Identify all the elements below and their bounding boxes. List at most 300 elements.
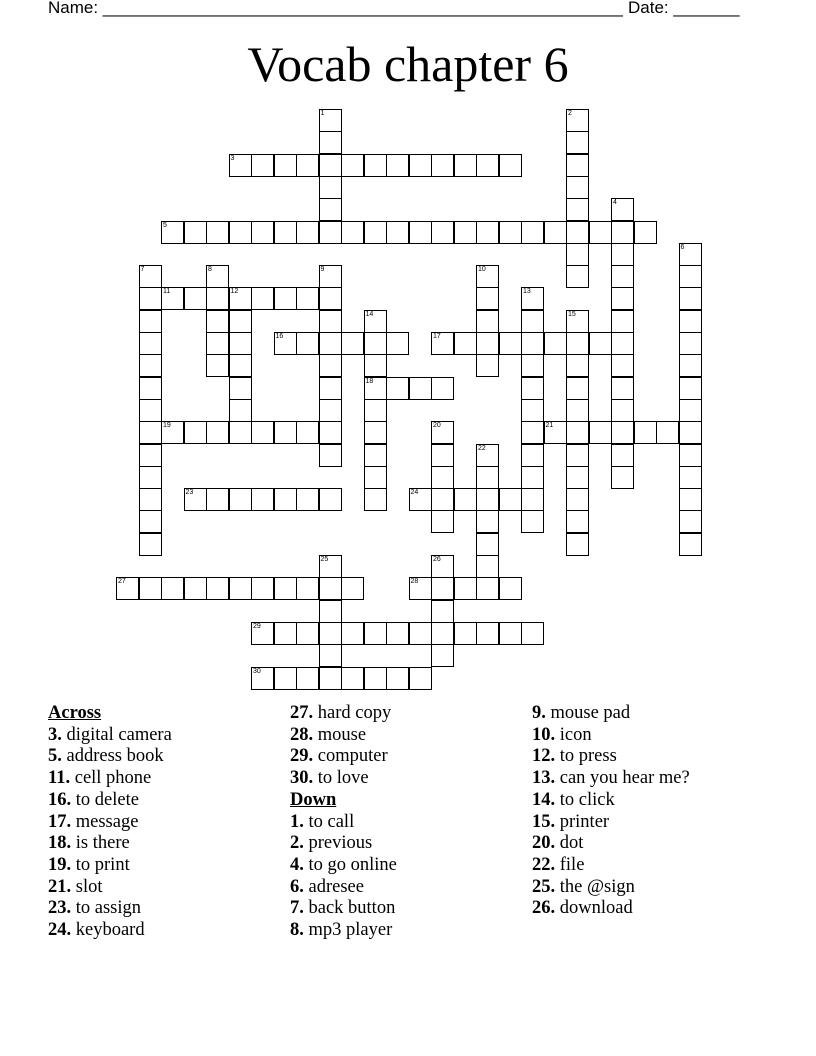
crossword-cell[interactable]	[454, 622, 477, 645]
crossword-cell[interactable]	[274, 221, 297, 244]
crossword-cell[interactable]	[679, 243, 702, 266]
crossword-cell[interactable]	[139, 577, 162, 600]
crossword-cell[interactable]	[139, 287, 162, 310]
crossword-cell[interactable]	[184, 577, 207, 600]
crossword-cell[interactable]	[364, 354, 387, 377]
clue-down-25: 25. the @sign	[532, 876, 635, 897]
crossword-cell[interactable]	[161, 221, 184, 244]
clue-number: 3	[230, 154, 235, 162]
crossword-cell[interactable]	[364, 399, 387, 422]
clue-number: 2	[568, 110, 572, 117]
crossword-cell[interactable]	[521, 444, 544, 467]
crossword-cell[interactable]	[409, 488, 432, 511]
crossword-cell[interactable]	[476, 354, 499, 377]
crossword-cell[interactable]	[206, 421, 229, 444]
clue-number: 26	[433, 556, 441, 563]
crossword-cell[interactable]	[431, 332, 454, 355]
clues-column-1	[48, 703, 172, 942]
crossword-cell[interactable]	[296, 622, 319, 645]
crossword-cell[interactable]	[161, 421, 184, 444]
clues-column-2	[290, 703, 397, 942]
crossword-cell[interactable]	[566, 466, 589, 489]
clue-across-29: 29. computer	[290, 746, 388, 767]
crossword-cell[interactable]	[229, 488, 252, 511]
crossword-cell[interactable]	[431, 510, 454, 533]
clue-number: 7	[140, 266, 145, 274]
crossword-cell[interactable]	[611, 354, 634, 377]
clue-down-20: 20. dot	[532, 833, 584, 854]
clue-down-4: 4. to go online	[290, 854, 397, 875]
crossword-cell[interactable]	[476, 444, 499, 467]
crossword-cell[interactable]	[476, 332, 499, 355]
crossword-cell[interactable]	[364, 221, 387, 244]
crossword-cell[interactable]	[364, 466, 387, 489]
crossword-cell[interactable]	[319, 221, 342, 244]
crossword-cell[interactable]	[679, 444, 702, 467]
crossword-cell[interactable]	[566, 377, 589, 400]
crossword-cell[interactable]	[229, 421, 252, 444]
crossword-cell[interactable]	[251, 287, 274, 310]
crossword-cell[interactable]	[341, 622, 364, 645]
crossword-cell[interactable]	[319, 310, 342, 333]
clue-down-7: 7. back button	[290, 898, 396, 919]
clue-number: 15	[568, 310, 576, 318]
crossword-cell[interactable]	[319, 555, 342, 578]
clue-down-6: 6. adresee	[290, 876, 364, 897]
clue-down-8: 8. mp3 player	[290, 920, 393, 941]
clue-number: 19	[163, 422, 171, 430]
crossword-cell[interactable]	[296, 421, 319, 444]
crossword-cell[interactable]	[319, 644, 342, 667]
crossword-cell[interactable]	[319, 377, 342, 400]
crossword-cell[interactable]	[364, 622, 387, 645]
crossword-cell[interactable]	[364, 332, 387, 355]
crossword-cell[interactable]	[566, 154, 589, 177]
crossword-cell[interactable]	[611, 310, 634, 333]
crossword-cell[interactable]	[319, 332, 342, 355]
crossword-cell[interactable]	[206, 577, 229, 600]
crossword-cell[interactable]	[274, 332, 297, 355]
crossword-cell[interactable]	[476, 577, 499, 600]
crossword-cell[interactable]	[319, 354, 342, 377]
crossword-cell[interactable]	[521, 421, 544, 444]
clue-across-18: 18. is there	[48, 833, 130, 854]
crossword-cell[interactable]	[611, 466, 634, 489]
crossword-cell[interactable]	[274, 421, 297, 444]
crossword-cell[interactable]	[274, 577, 297, 600]
clue-across-21: 21. slot	[48, 876, 103, 897]
crossword-cell[interactable]	[499, 622, 522, 645]
crossword-cell[interactable]	[431, 488, 454, 511]
crossword-cell[interactable]	[476, 488, 499, 511]
crossword-cell[interactable]	[409, 221, 432, 244]
crossword-cell[interactable]	[139, 488, 162, 511]
clue-number: 11	[163, 288, 171, 296]
crossword-cell[interactable]	[566, 198, 589, 221]
crossword-cell[interactable]	[319, 109, 342, 132]
crossword-cell[interactable]	[566, 354, 589, 377]
crossword-cell[interactable]	[229, 332, 252, 355]
crossword-cell[interactable]	[611, 198, 634, 221]
crossword-cell[interactable]	[139, 533, 162, 556]
crossword-cell[interactable]	[611, 243, 634, 266]
crossword-cell[interactable]	[679, 510, 702, 533]
crossword-cell[interactable]	[386, 154, 409, 177]
crossword-cell[interactable]	[544, 421, 567, 444]
crossword-cell[interactable]	[296, 287, 319, 310]
crossword-cell[interactable]	[521, 221, 544, 244]
clue-across-3: 3. digital camera	[48, 724, 172, 745]
crossword-cell[interactable]	[566, 131, 589, 154]
crossword-cell[interactable]	[139, 421, 162, 444]
crossword-cell[interactable]	[319, 154, 342, 177]
clue-across-17: 17. message	[48, 811, 139, 832]
crossword-cell[interactable]	[566, 533, 589, 556]
clue-number: 4	[613, 199, 617, 207]
clue-number: 30	[253, 667, 261, 675]
clue-number: 27	[118, 578, 126, 586]
clue-down-9: 9. mouse pad	[532, 703, 631, 723]
clue-number: 20	[433, 422, 441, 430]
crossword-cell[interactable]	[386, 622, 409, 645]
crossword-cell[interactable]	[229, 221, 252, 244]
crossword-cell[interactable]	[476, 310, 499, 333]
crossword-cell[interactable]	[296, 332, 319, 355]
crossword-cell[interactable]	[566, 488, 589, 511]
crossword-cell[interactable]	[409, 577, 432, 600]
crossword-cell[interactable]	[431, 154, 454, 177]
clue-across-24: 24. keyboard	[48, 920, 145, 941]
crossword-cell[interactable]	[521, 622, 544, 645]
crossword-cell[interactable]	[409, 377, 432, 400]
clue-number: 9	[320, 266, 325, 274]
crossword-cell[interactable]	[431, 221, 454, 244]
crossword-cell[interactable]	[251, 221, 274, 244]
crossword-cell[interactable]	[296, 577, 319, 600]
crossword-cell[interactable]	[139, 332, 162, 355]
crossword-cell[interactable]	[499, 221, 522, 244]
crossword-cell[interactable]	[364, 444, 387, 467]
crossword-cell[interactable]	[431, 421, 454, 444]
crossword-cell[interactable]	[251, 154, 274, 177]
crossword-cell[interactable]	[319, 488, 342, 511]
crossword-cell[interactable]	[341, 332, 364, 355]
crossword-cell[interactable]	[319, 667, 342, 690]
crossword-cell[interactable]	[341, 667, 364, 690]
crossword-cell[interactable]	[206, 354, 229, 377]
crossword-cell[interactable]	[184, 287, 207, 310]
crossword-cell[interactable]	[364, 421, 387, 444]
crossword-cell[interactable]	[431, 466, 454, 489]
crossword-cell[interactable]	[679, 332, 702, 355]
clue-number: 23	[185, 489, 194, 497]
clue-across-27: 27. hard copy	[290, 703, 392, 723]
crossword-cell[interactable]	[566, 444, 589, 467]
crossword-cell[interactable]	[476, 466, 499, 489]
crossword-cell[interactable]	[409, 154, 432, 177]
crossword-cell[interactable]	[499, 332, 522, 355]
page-title: Vocab chapter 6	[247, 36, 569, 92]
crossword-cell[interactable]	[184, 488, 207, 511]
name-field[interactable]: Name: _______________________________________________________	[48, 0, 623, 17]
crossword-cell[interactable]	[476, 622, 499, 645]
crossword-cell[interactable]	[206, 287, 229, 310]
clue-across-23: 23. to assign	[48, 898, 142, 919]
crossword-cell[interactable]	[521, 488, 544, 511]
crossword-cell[interactable]	[161, 577, 184, 600]
crossword-cell[interactable]	[229, 377, 252, 400]
crossword-cell[interactable]	[319, 265, 342, 288]
crossword-cell[interactable]	[341, 154, 364, 177]
crossword-cell[interactable]	[206, 488, 229, 511]
clue-number: 8	[208, 266, 212, 274]
crossword-cell[interactable]	[521, 510, 544, 533]
crossword-cell[interactable]	[679, 310, 702, 333]
clue-down-22: 22. file	[532, 854, 585, 875]
crossword-cell[interactable]	[431, 644, 454, 667]
clues-column-3	[532, 703, 690, 920]
crossword-cell[interactable]	[274, 154, 297, 177]
crossword-cell[interactable]	[566, 221, 589, 244]
crossword-cell[interactable]	[319, 444, 342, 467]
crossword-cell[interactable]	[274, 667, 297, 690]
crossword-cell[interactable]	[679, 354, 702, 377]
crossword-cell[interactable]	[229, 399, 252, 422]
clue-number: 13	[523, 288, 531, 296]
crossword-cell[interactable]	[184, 221, 207, 244]
crossword-cell[interactable]	[589, 332, 612, 355]
crossword-cell[interactable]	[634, 221, 657, 244]
crossword-cell[interactable]	[319, 421, 342, 444]
crossword-cell[interactable]	[139, 310, 162, 333]
clue-across-5: 5. address book	[48, 746, 164, 767]
clue-down-13: 13. can you hear me?	[532, 768, 690, 789]
crossword-cell[interactable]	[566, 421, 589, 444]
clue-across-11: 11. cell phone	[48, 768, 152, 789]
crossword-cell[interactable]	[476, 265, 499, 288]
crossword-cell[interactable]	[341, 577, 364, 600]
crossword-cell[interactable]	[184, 421, 207, 444]
clue-number: 28	[410, 578, 419, 586]
crossword-cell[interactable]	[116, 577, 139, 600]
crossword-cell[interactable]	[679, 466, 702, 489]
clue-number: 21	[545, 422, 554, 430]
crossword-cell[interactable]	[319, 287, 342, 310]
crossword-cell[interactable]	[521, 287, 544, 310]
crossword-cell[interactable]	[431, 577, 454, 600]
crossword-cell[interactable]	[229, 287, 252, 310]
clue-across-30: 30. to love	[290, 768, 369, 789]
crossword-cell[interactable]	[679, 265, 702, 288]
crossword-cell[interactable]	[206, 221, 229, 244]
crossword-cell[interactable]	[319, 176, 342, 199]
crossword-cell[interactable]	[139, 265, 162, 288]
crossword-cell[interactable]	[589, 421, 612, 444]
crossword-cell[interactable]	[296, 221, 319, 244]
crossword-cell[interactable]	[521, 399, 544, 422]
crossword-cell[interactable]	[296, 154, 319, 177]
crossword-cell[interactable]	[521, 354, 544, 377]
clue-down-2: 2. previous	[290, 833, 373, 854]
clue-number: 10	[478, 266, 486, 274]
crossword-cell[interactable]	[139, 399, 162, 422]
crossword-cell[interactable]	[139, 510, 162, 533]
crossword-cell[interactable]	[139, 444, 162, 467]
crossword-cell[interactable]	[499, 154, 522, 177]
crossword-cell[interactable]	[566, 510, 589, 533]
crossword-cell[interactable]	[611, 444, 634, 467]
crossword-cell[interactable]	[364, 154, 387, 177]
crossword-cell[interactable]	[319, 131, 342, 154]
crossword-cell[interactable]	[409, 667, 432, 690]
clue-number: 22	[478, 444, 486, 452]
crossword-cell[interactable]	[229, 354, 252, 377]
crossword-cell[interactable]	[454, 577, 477, 600]
clue-number: 29	[253, 622, 261, 630]
crossword-cell[interactable]	[229, 154, 252, 177]
crossword-cell[interactable]	[476, 221, 499, 244]
clue-down-10: 10. icon	[532, 724, 592, 745]
crossword-cell[interactable]	[251, 421, 274, 444]
crossword-cell[interactable]	[139, 354, 162, 377]
crossword-cell[interactable]	[611, 421, 634, 444]
crossword-cell[interactable]	[386, 221, 409, 244]
clue-across-28: 28. mouse	[290, 724, 367, 745]
crossword-cell[interactable]	[679, 488, 702, 511]
crossword-cell[interactable]	[454, 221, 477, 244]
crossword-cell[interactable]	[454, 154, 477, 177]
down-heading: Down	[290, 789, 337, 810]
crossword-cell[interactable]	[431, 444, 454, 467]
clue-down-1: 1. to call	[290, 811, 355, 832]
crossword-cell[interactable]	[521, 466, 544, 489]
crossword-cell[interactable]	[544, 332, 567, 355]
crossword-cell[interactable]	[454, 488, 477, 511]
crossword-cell[interactable]	[679, 533, 702, 556]
clue-down-12: 12. to press	[532, 746, 617, 767]
crossword-cell[interactable]	[611, 377, 634, 400]
crossword-cell[interactable]	[476, 287, 499, 310]
crossword-cell[interactable]	[319, 399, 342, 422]
crossword-cell[interactable]	[679, 399, 702, 422]
crossword-cell[interactable]	[499, 488, 522, 511]
crossword-cell[interactable]	[566, 243, 589, 266]
crossword-cell[interactable]	[476, 555, 499, 578]
clue-number: 18	[365, 377, 374, 385]
across-heading: Across	[48, 703, 102, 723]
crossword-cell[interactable]	[544, 221, 567, 244]
clue-number: 14	[365, 310, 374, 318]
crossword-cell[interactable]	[589, 221, 612, 244]
crossword-cell[interactable]	[431, 622, 454, 645]
crossword-cell[interactable]	[296, 488, 319, 511]
crossword-cell[interactable]	[274, 287, 297, 310]
crossword-cell[interactable]	[319, 622, 342, 645]
crossword-cell[interactable]	[319, 600, 342, 623]
crossword-cell[interactable]	[139, 466, 162, 489]
crossword-cell[interactable]	[206, 332, 229, 355]
crossword-cell[interactable]	[476, 510, 499, 533]
crossword-cell[interactable]	[386, 667, 409, 690]
crossword-cell[interactable]	[566, 176, 589, 199]
crossword-cell[interactable]	[206, 265, 229, 288]
crossword-cell[interactable]	[679, 421, 702, 444]
crossword-cell[interactable]	[251, 622, 274, 645]
crossword-cell[interactable]	[521, 332, 544, 355]
crossword-cell[interactable]	[679, 287, 702, 310]
crossword-cell[interactable]	[634, 421, 657, 444]
crossword-cell[interactable]	[206, 310, 229, 333]
crossword-cell[interactable]	[364, 310, 387, 333]
crossword-cell[interactable]	[274, 622, 297, 645]
crossword-cell[interactable]	[319, 198, 342, 221]
crossword-cell[interactable]	[611, 332, 634, 355]
crossword-cell[interactable]	[364, 488, 387, 511]
crossword-cell[interactable]	[521, 377, 544, 400]
clue-number: 25	[320, 556, 329, 563]
crossword-cell[interactable]	[611, 265, 634, 288]
crossword-cell[interactable]	[364, 377, 387, 400]
crossword-cell[interactable]	[296, 667, 319, 690]
clue-down-15: 15. printer	[532, 811, 610, 832]
crossword-cell[interactable]	[431, 555, 454, 578]
crossword-cell[interactable]	[274, 488, 297, 511]
clue-number: 24	[410, 489, 419, 497]
clue-number: 5	[163, 221, 167, 229]
crossword-cell[interactable]	[611, 287, 634, 310]
crossword-cell[interactable]	[679, 377, 702, 400]
crossword-cell[interactable]	[386, 377, 409, 400]
crossword-cell[interactable]	[431, 600, 454, 623]
crossword-cell[interactable]	[251, 488, 274, 511]
crossword-cell[interactable]	[229, 310, 252, 333]
crossword-cell[interactable]	[566, 332, 589, 355]
crossword-cell[interactable]	[499, 577, 522, 600]
clue-number: 16	[275, 333, 284, 340]
crossword-cell[interactable]	[566, 109, 589, 132]
clue-down-14: 14. to click	[532, 789, 615, 810]
crossword-cell[interactable]	[521, 310, 544, 333]
crossword-cell[interactable]	[611, 221, 634, 244]
crossword-cell[interactable]	[386, 332, 409, 355]
crossword-cell[interactable]	[251, 577, 274, 600]
crossword-cell[interactable]	[476, 533, 499, 556]
crossword-cell[interactable]	[319, 577, 342, 600]
clue-down-26: 26. download	[532, 898, 633, 919]
crossword-cell[interactable]	[611, 399, 634, 422]
crossword-cell[interactable]	[364, 667, 387, 690]
crossword-cell[interactable]	[566, 399, 589, 422]
date-field[interactable]: Date: _______	[628, 0, 740, 17]
clue-number: 17	[433, 333, 441, 340]
clue-number: 1	[320, 110, 325, 117]
crossword-cell[interactable]	[566, 265, 589, 288]
crossword-cell[interactable]	[341, 221, 364, 244]
clue-number: 12	[230, 288, 239, 296]
clue-number: 6	[680, 243, 685, 251]
crossword-cell[interactable]	[251, 667, 274, 690]
clue-across-19: 19. to print	[48, 854, 130, 875]
crossword-cell[interactable]	[409, 622, 432, 645]
crossword-cell[interactable]	[566, 310, 589, 333]
crossword-cell[interactable]	[139, 377, 162, 400]
crossword-cell[interactable]	[454, 332, 477, 355]
crossword-cell[interactable]	[431, 377, 454, 400]
crossword-cell[interactable]	[656, 421, 679, 444]
crossword-cell[interactable]	[229, 577, 252, 600]
crossword-cell[interactable]	[161, 287, 184, 310]
crossword-cell[interactable]	[476, 154, 499, 177]
